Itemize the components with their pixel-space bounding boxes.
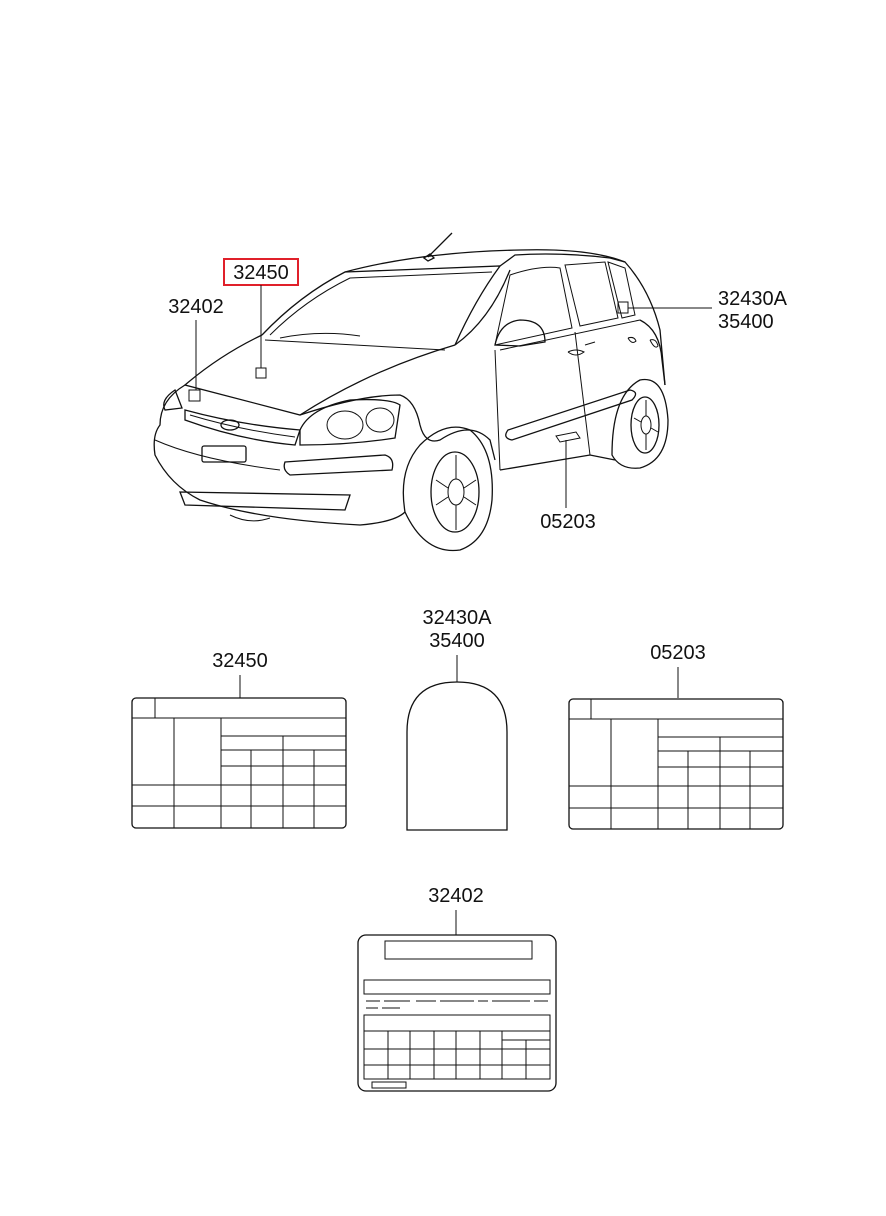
- radiator-marker: [189, 390, 200, 401]
- door-marker: [556, 432, 580, 442]
- radiator-callout-label[interactable]: 32402: [168, 296, 224, 318]
- hood-marker: [256, 368, 266, 378]
- part-32450-number: 32450: [212, 650, 268, 672]
- door-callout-label[interactable]: 05203: [540, 511, 596, 533]
- part-32402-number: 32402: [428, 885, 484, 907]
- label-part-32450[interactable]: [132, 650, 346, 828]
- car-illustration: [154, 233, 668, 551]
- part-32430a-number-b: 35400: [429, 630, 485, 652]
- label-part-32402[interactable]: [358, 885, 556, 1091]
- part-05203-number: 05203: [650, 642, 706, 664]
- label-part-32430a[interactable]: [407, 607, 507, 830]
- hood-callout-label[interactable]: 32450: [233, 262, 289, 284]
- rear-callout-label-b[interactable]: 35400: [718, 311, 774, 333]
- part-32430a-number-a: 32430A: [422, 607, 492, 629]
- rear-callout-label-a[interactable]: 32430A: [718, 288, 787, 310]
- label-part-05203[interactable]: [569, 642, 783, 829]
